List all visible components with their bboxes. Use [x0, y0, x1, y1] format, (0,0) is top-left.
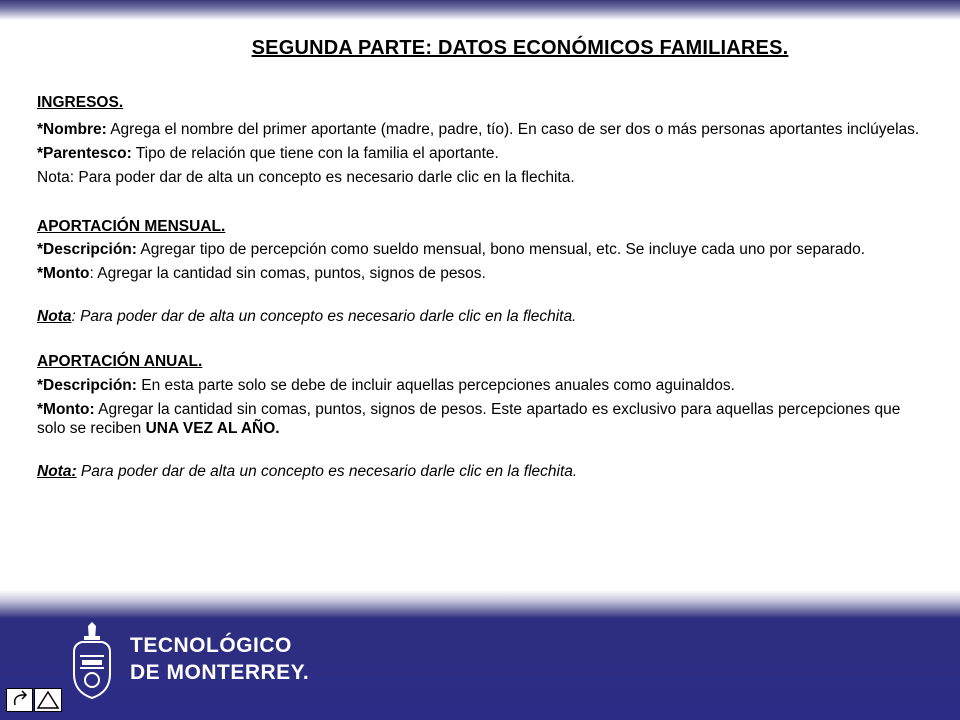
paragraph-descripcion-anual	[37, 376, 927, 395]
section-heading-mensual: APORTACIÓN MENSUAL.	[37, 218, 226, 235]
note-label-mensual: Nota	[37, 308, 72, 325]
text-nombre: Agrega el nombre del primer aportante (madre, padre, tío). En caso de ser dos o más personas aportantes inclúyelas.	[106, 121, 920, 138]
label-monto-mensual: *Monto	[37, 265, 90, 282]
text-descripcion-anual: En esta parte solo se debe de incluir aquellas percepciones anuales como aguinaldos.	[136, 377, 735, 394]
top-gradient-band	[0, 0, 960, 20]
content-body	[37, 93, 927, 481]
text-descripcion-mensual: Agregar tipo de percepción como sueldo mensual, bono mensual, etc. Se incluye cada uno por separado.	[136, 241, 866, 258]
label-monto-anual: *Monto:	[37, 401, 95, 418]
paragraph-monto-mensual	[37, 264, 927, 283]
note-text-mensual: : Para poder dar de alta un concepto es necesario darle clic en la flechita.	[71, 308, 577, 325]
paragraph-nombre	[37, 120, 927, 139]
paragraph-parentesco	[37, 144, 927, 163]
label-parentesco: *Parentesco:	[37, 145, 132, 162]
logo-line-2: DE MONTERREY.	[130, 661, 310, 684]
nav-buttons	[6, 688, 62, 712]
paragraph-monto-anual	[37, 400, 927, 438]
logo-line-1: TECNOLÓGICO	[130, 634, 292, 657]
paragraph-descripcion-mensual	[37, 240, 927, 259]
emphasis-una-vez: UNA VEZ AL AÑO.	[145, 420, 280, 437]
label-descripcion-anual: *Descripción:	[37, 377, 137, 394]
section-heading-ingresos: INGRESOS.	[37, 94, 124, 111]
note-ingresos: Nota: Para poder dar de alta un concepto es necesario darle clic en la flechita.	[37, 169, 575, 186]
note-anual	[37, 462, 927, 481]
text-monto-anual: Agregar la cantidad sin comas, puntos, signos de pesos. Este apartado es exclusivo para aquellas percepciones que solo se reciben	[37, 401, 901, 437]
note-label-anual: Nota:	[37, 463, 77, 480]
note-mensual	[37, 307, 927, 326]
label-descripcion-mensual: *Descripción:	[37, 241, 137, 258]
return-icon[interactable]	[7, 689, 33, 712]
logo-wordmark	[130, 632, 309, 686]
text-monto-mensual: : Agregar la cantidad sin comas, puntos, signos de pesos.	[89, 265, 486, 282]
text-parentesco: Tipo de relación que tiene con la familia el aportante.	[131, 145, 499, 162]
section-heading-anual: APORTACIÓN ANUAL.	[37, 353, 203, 370]
page-title: SEGUNDA PARTE: DATOS ECONÓMICOS FAMILIARES.	[251, 37, 789, 59]
note-text-anual: Para poder dar de alta un concepto es necesario darle clic en la flechita.	[76, 463, 578, 480]
label-nombre: *Nombre:	[37, 121, 107, 138]
home-triangle-icon[interactable]	[35, 689, 62, 712]
